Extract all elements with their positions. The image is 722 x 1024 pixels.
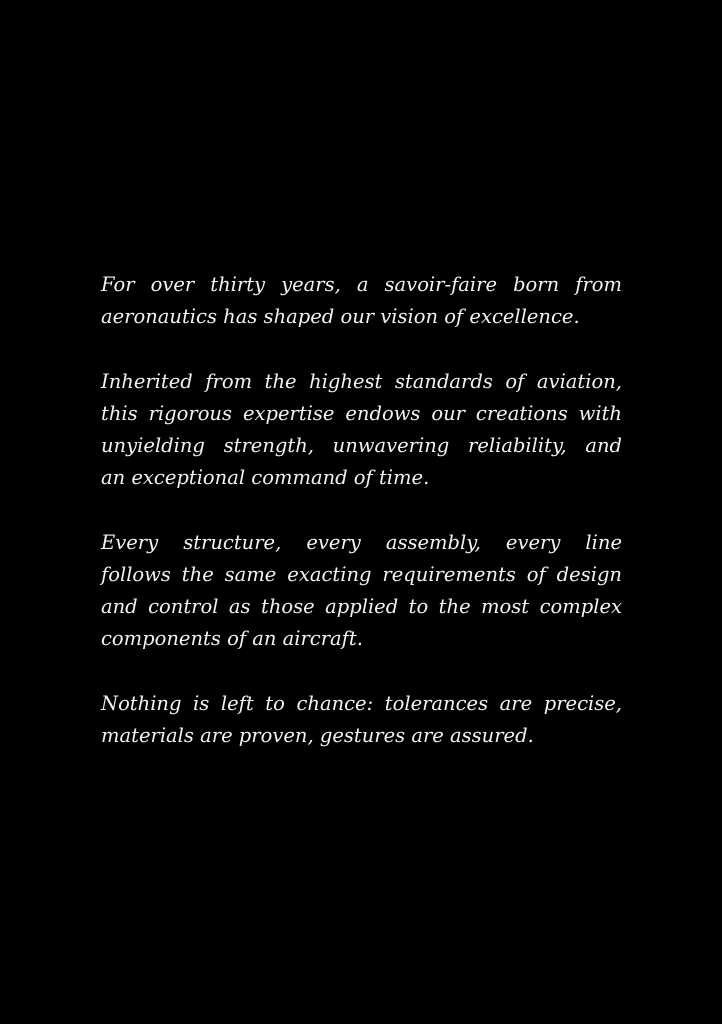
paragraph-1 [101, 269, 622, 333]
text-line: Inherited from the highest standards of aviation, [101, 370, 622, 393]
text-line: components of an aircraft. [101, 627, 363, 650]
text-line: Every structure, every assembly, every line [101, 531, 622, 554]
text-line: and control as those applied to the most complex [101, 595, 622, 618]
paragraph-4 [101, 688, 622, 752]
text-line: an exceptional command of time. [101, 466, 430, 489]
text-line: this rigorous expertise endows our creations with [101, 402, 622, 425]
text-line: unyielding strength, unwavering reliability, and [101, 434, 622, 457]
text-line: follows the same exacting requirements of design [101, 563, 622, 586]
paragraph-3 [101, 527, 622, 655]
text-line: For over thirty years, a savoir-faire born from [101, 273, 622, 296]
paragraph-2 [101, 366, 622, 494]
text-line: Nothing is left to chance: tolerances are precise, [101, 692, 622, 715]
body-text [101, 269, 622, 785]
text-line: materials are proven, gestures are assured. [101, 724, 534, 747]
text-line: aeronautics has shaped our vision of excellence. [101, 305, 580, 328]
